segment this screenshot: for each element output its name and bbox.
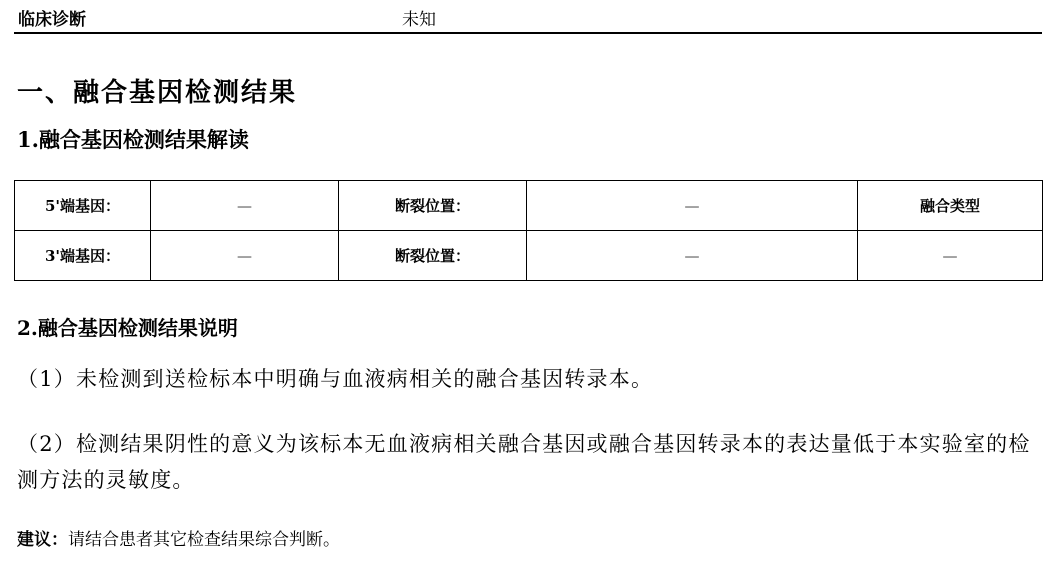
advice-label: 建议： — [17, 530, 68, 550]
explanation-heading: 2.融合基因检测结果说明 — [17, 316, 238, 340]
advice-line — [17, 525, 340, 550]
fusion-type-value: — — [858, 231, 1043, 281]
clinical-diagnosis-row — [14, 0, 1042, 34]
fusion-result-table — [14, 180, 1043, 281]
clinical-diagnosis-value: 未知 — [402, 10, 436, 30]
three-prime-gene-label: 3'端基因： — [15, 231, 151, 281]
table-row — [15, 181, 1043, 231]
five-prime-break-value: — — [527, 181, 858, 231]
five-prime-gene-label: 5'端基因： — [15, 181, 151, 231]
note-item-2: （2）检测结果阴性的意义为该标本无血液病相关融合基因或融合基因转录本的表达量低于本实验室的检测方法的灵敏度。 — [17, 432, 1031, 492]
section-title: 一、融合基因检测结果 — [17, 78, 298, 108]
table-row — [15, 231, 1043, 281]
fusion-type-label: 融合类型 — [858, 181, 1043, 231]
note-item-1: （1）未检测到送检标本中明确与血液病相关的融合基因转录本。 — [17, 367, 654, 391]
three-prime-break-label: 断裂位置： — [339, 231, 527, 281]
five-prime-break-label: 断裂位置： — [339, 181, 527, 231]
three-prime-gene-value: — — [151, 231, 339, 281]
interpretation-heading: 1.融合基因检测结果解读 — [17, 127, 249, 152]
three-prime-break-value: — — [527, 231, 858, 281]
clinical-diagnosis-label: 临床诊断 — [18, 10, 86, 30]
advice-text: 请结合患者其它检查结果综合判断。 — [68, 530, 340, 550]
five-prime-gene-value: — — [151, 181, 339, 231]
